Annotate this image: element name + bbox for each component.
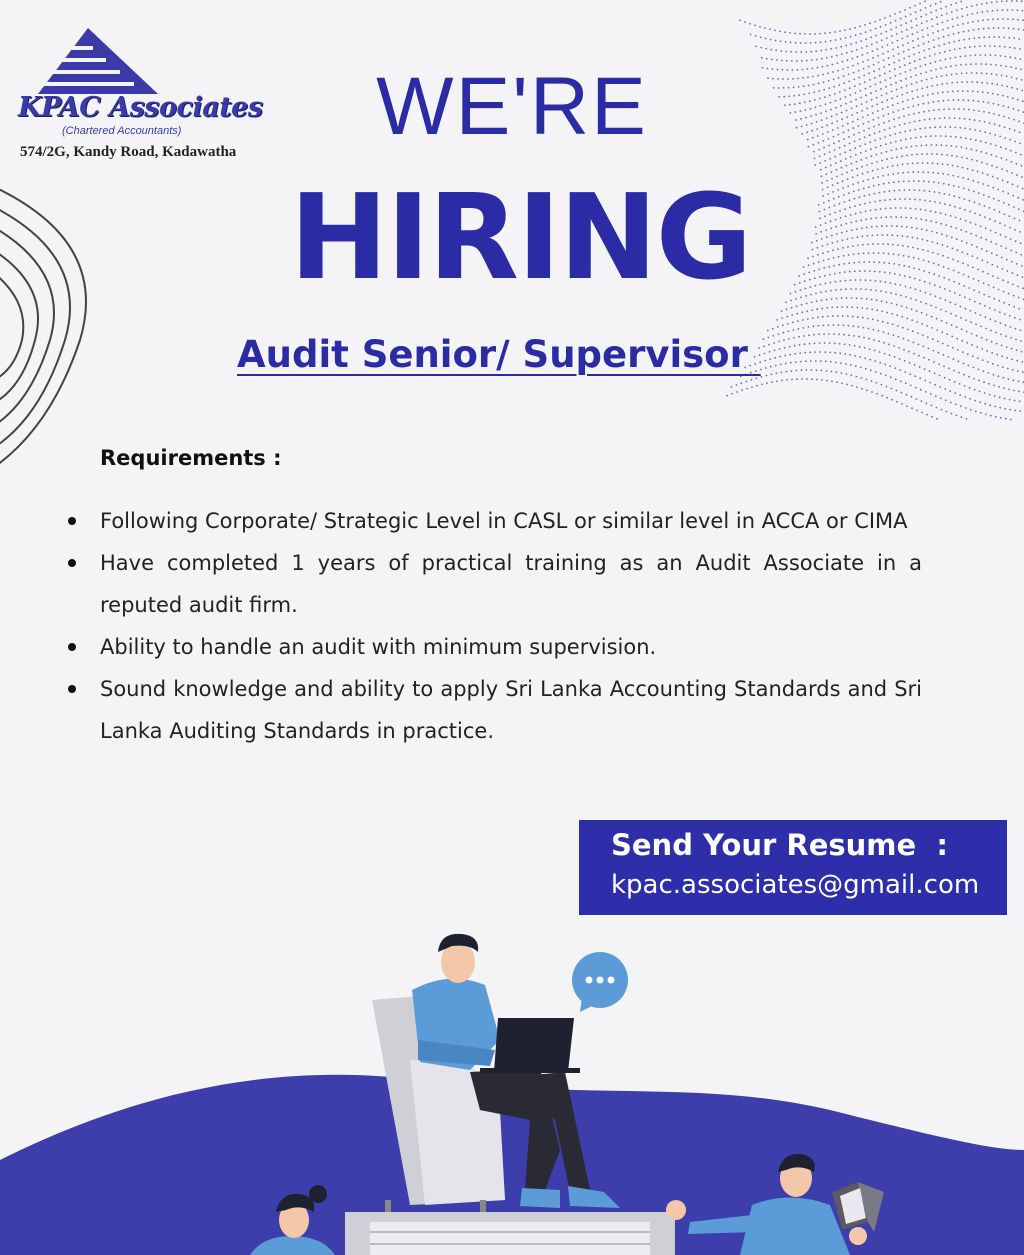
bullet-icon [68, 517, 76, 525]
illustration-table [345, 1212, 675, 1255]
resume-label: Send Your Resume : [611, 828, 948, 862]
requirement-text: Sound knowledge and ability to apply Sri Lanka Accounting Standards and Sri Lanka Auditing Standards in practice. [100, 677, 922, 743]
requirement-text: Ability to handle an audit with minimum supervision. [100, 635, 657, 659]
bullet-icon [68, 685, 76, 693]
position-title: Audit Senior/ Supervisor [237, 333, 761, 376]
list-item [60, 668, 922, 752]
email-link[interactable]: kpac.associates@gmail.com [611, 870, 980, 900]
company-name: KPAC Associates [18, 92, 263, 123]
requirements-list [60, 500, 922, 752]
list-item [60, 542, 922, 626]
company-address: 574/2G, Kandy Road, Kadawatha [20, 144, 237, 160]
headline-were: WE'RE [376, 61, 648, 152]
requirement-text: Following Corporate/ Strategic Level in CASL or similar level in ACCA or CIMA [100, 509, 908, 533]
list-item [60, 500, 922, 542]
requirements-heading: Requirements : [100, 446, 282, 470]
resume-contact-box [579, 820, 1007, 915]
company-subtitle: (Chartered Accountants) [62, 125, 182, 137]
bullet-icon [68, 559, 76, 567]
requirement-text: Have completed 1 years of practical training as an Audit Associate in a reputed audit firm. [100, 551, 922, 617]
headline-hiring: HIRING [289, 168, 751, 306]
speech-bubble-icon [572, 952, 628, 1012]
bullet-icon [68, 643, 76, 651]
list-item [60, 626, 922, 668]
